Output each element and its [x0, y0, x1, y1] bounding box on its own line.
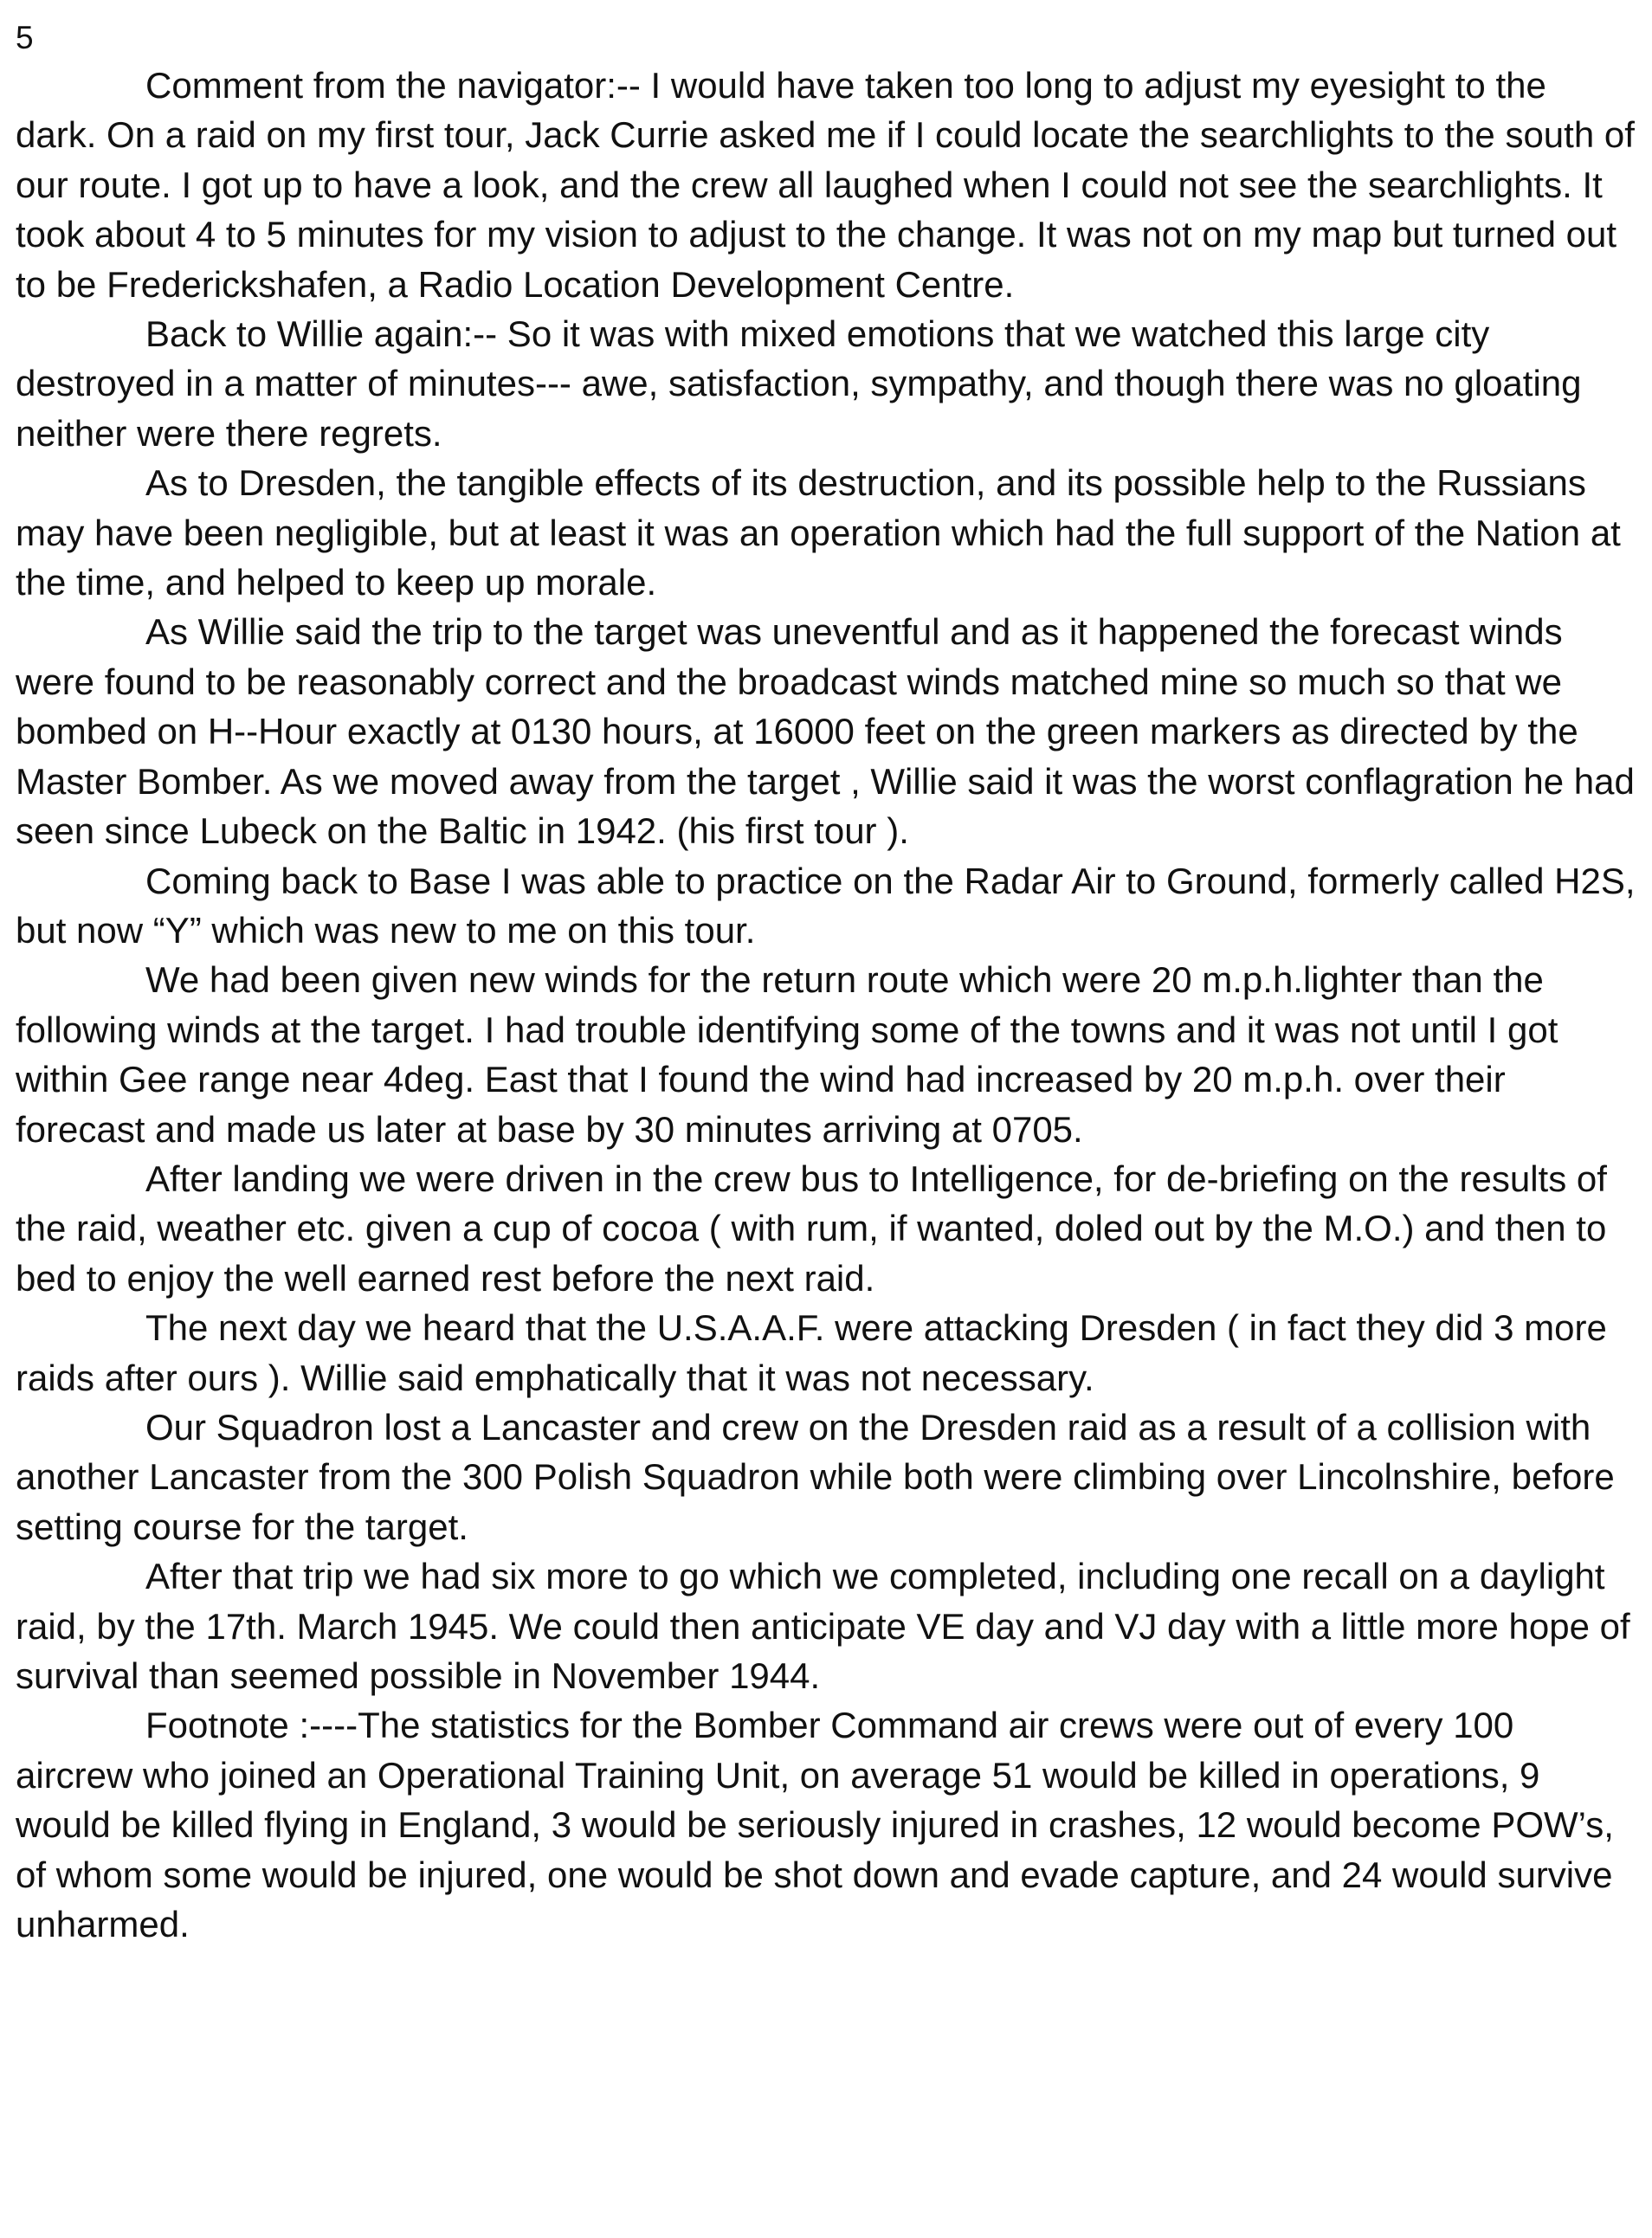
paragraph-trip-to-target: As Willie said the trip to the target was uneventful and as it happened the forecast winds were found to be reasonably correct and the broadcast winds matched mine so much so that we bombed on H--Hour exactly at 0130 hours, at 16000 feet on the green markers as directed by the Master Bomber. As we moved away from the target , Willie said it was the worst conflagration he had seen since Lubeck on the Baltic in 1942. (his first tour ).: [16, 611, 1635, 852]
paragraph-back-to-willie: Back to Willie again:-- So it was with mixed emotions that we watched this large city destroyed in a matter of minutes--- awe, satisfaction, sympathy, and though there was no gloating neither were there regrets.: [16, 313, 1582, 454]
paragraph-return-winds: We had been given new winds for the return route which were 20 m.p.h.lighter than the following winds at the target. I had trouble identifying some of the towns and it was not until I got within Gee range near 4deg. East that I found the wind had increased by 20 m.p.h. over their forecast and made us later at base by 30 minutes arriving at 0705.: [16, 959, 1558, 1150]
paragraph-six-more: After that trip we had six more to go which we completed, including one recall on a daylight raid, by the 17th. March 1945. We could then anticipate VE day and VJ day with a little more hope of survival than seemed possible in November 1944.: [16, 1556, 1630, 1696]
paragraph-after-landing: After landing we were driven in the crew bus to Intelligence, for de-briefing on the results of the raid, weather etc. given a cup of cocoa ( with rum, if wanted, doled out by the M.O.) and then to bed to enjoy the well earned rest before the next raid.: [16, 1158, 1607, 1299]
document-page: [16, 19, 1636, 2227]
paragraph-navigator-comment: Comment from the navigator:-- I would have taken too long to adjust my eyesight to the dark. On a raid on my first tour, Jack Currie asked me if I could locate the searchlights to the south of our route. I got up to have a look, and the crew all laughed when I could not see the searchlights. It took about 4 to 5 minutes for my vision to adjust to the change. It was not on my map but turned out to be Frederickshafen, a Radio Location Development Centre.: [16, 65, 1635, 305]
paragraph-footnote: Footnote :----The statistics for the Bomber Command air crews were out of every 100 aircrew who joined an Operational Training Unit, on average 51 would be killed in operations, 9 would be killed flying in England, 3 would be seriously injured in crashes, 12 would become POW’s, of whom some would be injured, one would be shot down and evade capture, and 24 would survive unharmed.: [16, 1705, 1614, 1945]
page-number: 5: [16, 20, 34, 55]
paragraph-next-day: The next day we heard that the U.S.A.A.F. were attacking Dresden ( in fact they did 3 more raids after ours ). Willie said emphatically that it was not necessary.: [16, 1307, 1607, 1398]
paragraph-squadron-loss: Our Squadron lost a Lancaster and crew on the Dresden raid as a result of a collision with another Lancaster from the 300 Polish Squadron while both were climbing over Lincolnshire, before setting course for the target.: [16, 1406, 1615, 1547]
paragraph-dresden-effects: As to Dresden, the tangible effects of its destruction, and its possible help to the Russians may have been negligible, but at least it was an operation which had the full support of the Nation at the time, and helped to keep up morale.: [16, 462, 1621, 603]
paragraph-coming-back: Coming back to Base I was able to practice on the Radar Air to Ground, formerly called H2S, but now “Y” which was new to me on this tour.: [16, 860, 1636, 951]
